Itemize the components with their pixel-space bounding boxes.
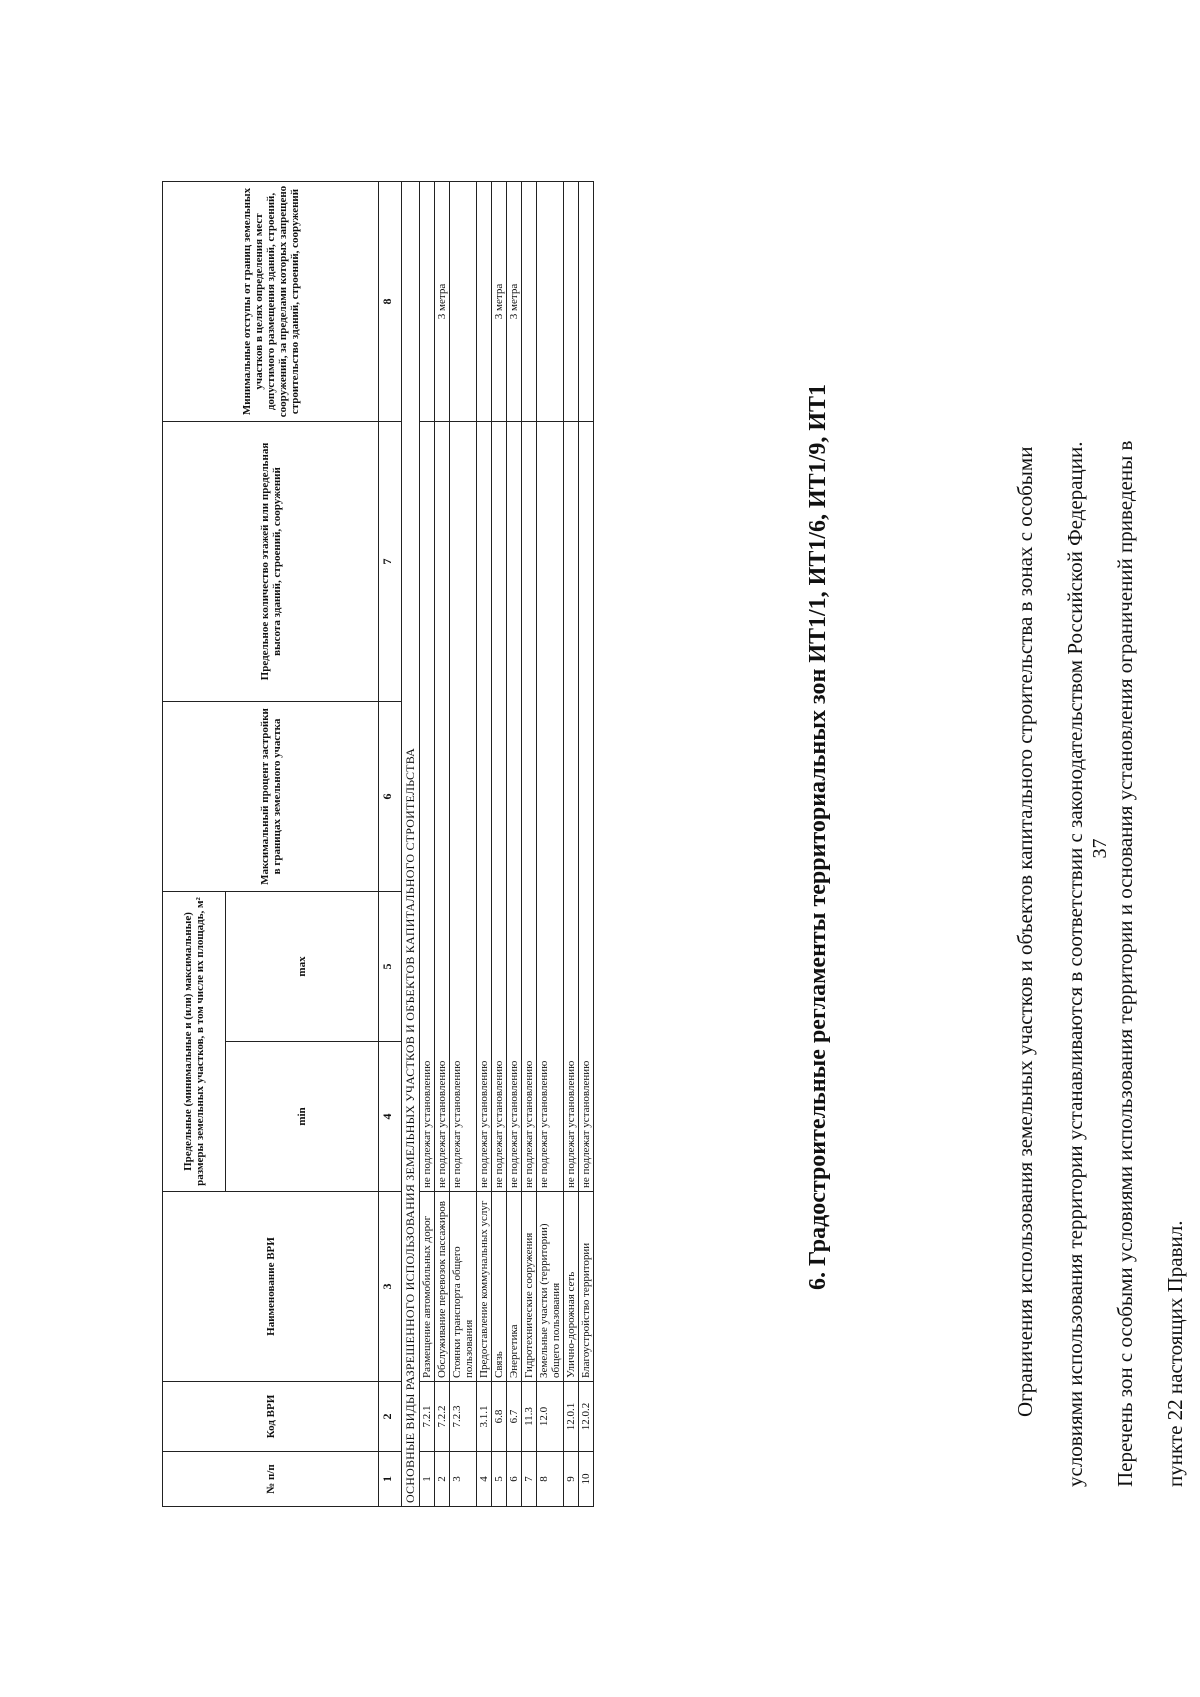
row-code: 6.8 [492, 1382, 507, 1452]
section-row [402, 182, 420, 1507]
paragraph-line: Ограничения использования земельных участков и объектов капитального строительства в зонах с особыми [1013, 446, 1037, 1417]
row-sizes: не подлежат установлению [477, 422, 492, 1192]
header-name: Наименование ВРИ [163, 1192, 379, 1382]
row-setback [420, 182, 435, 422]
row-name: Предоставление коммунальных услуг [477, 1192, 492, 1382]
row-code: 7.2.3 [450, 1382, 477, 1452]
row-name: Обслуживание перевозок пассажиров [435, 1192, 450, 1382]
row-name: Энергетика [507, 1192, 522, 1382]
paragraph-line: пункте 22 настоящих Правил. [1163, 1220, 1187, 1487]
row-setback: 3 метра [435, 182, 450, 422]
row-num: 5 [492, 1452, 507, 1507]
row-setback [522, 182, 537, 422]
table-row [492, 182, 507, 1507]
header-max: max [226, 892, 379, 1042]
row-setback [477, 182, 492, 422]
row-sizes: не подлежат установлению [450, 422, 477, 1192]
header-setback: Минимальные отступы от границ земельных участков в целях определения мест допустимого размещения зданий, строений, сооружений, за пределами которых запрещено строительство зданий, строений, сооружений [163, 182, 379, 422]
header-num: № п/п [163, 1452, 379, 1507]
regulations-table [162, 181, 594, 1507]
row-code: 12.0 [537, 1382, 564, 1452]
row-name: Благоустройство территории [579, 1192, 594, 1382]
row-num: 6 [507, 1452, 522, 1507]
row-code: 7.2.2 [435, 1382, 450, 1452]
table-row [507, 182, 522, 1507]
header-floors: Предельное количество этажей или предельная высота зданий, строений, сооружений [163, 422, 379, 702]
row-sizes: не подлежат установлению [564, 422, 579, 1192]
column-number: 7 [379, 422, 402, 702]
row-name: Улично-дорожная сеть [564, 1192, 579, 1382]
row-num: 4 [477, 1452, 492, 1507]
paragraph-line: Перечень зон с особыми условиями использования территории и основания установления ограничений приведены в [1113, 440, 1137, 1487]
column-number-row [379, 182, 402, 1507]
row-num: 8 [537, 1452, 564, 1507]
row-sizes: не подлежат установлению [507, 422, 522, 1192]
table-row [450, 182, 477, 1507]
row-name: Связь [492, 1192, 507, 1382]
row-code: 7.2.1 [420, 1382, 435, 1452]
row-num: 3 [450, 1452, 477, 1507]
row-sizes: не подлежат установлению [579, 422, 594, 1192]
row-sizes: не подлежат установлению [537, 422, 564, 1192]
header-percent: Максимальный процент застройки в границах земельного участка [163, 702, 379, 892]
page-number: 37 [1089, 838, 1111, 859]
row-code: 12.0.1 [564, 1382, 579, 1452]
row-code: 12.0.2 [579, 1382, 594, 1452]
section-heading: 6. Градостроительные регламенты территориальных зон ИТ1/1, ИТ1/6, ИТ1/9, ИТ1 [805, 383, 831, 1291]
row-sizes: не подлежат установлению [492, 422, 507, 1192]
row-sizes: не подлежат установлению [522, 422, 537, 1192]
header-row [163, 182, 226, 1507]
row-name: Земельные участки (территории) общего пользования [537, 1192, 564, 1382]
table-row [420, 182, 435, 1507]
row-num: 9 [564, 1452, 579, 1507]
header-code: Код ВРИ [163, 1382, 379, 1452]
row-name: Стоянки транспорта общего пользования [450, 1192, 477, 1382]
column-number: 6 [379, 702, 402, 892]
row-setback [450, 182, 477, 422]
row-num: 10 [579, 1452, 594, 1507]
paragraph-line: условиями использования территории устанавливаются в соответствии с законодательством Российской Федерации. [1063, 441, 1087, 1487]
section-title: ОСНОВНЫЕ ВИДЫ РАЗРЕШЕННОГО ИСПОЛЬЗОВАНИЯ ЗЕМЕЛЬНЫХ УЧАСТКОВ И ОБЪЕКТОВ КАПИТАЛЬНОГО СТРОИТЕЛЬСТВА [402, 182, 420, 1507]
row-sizes: не подлежат установлению [420, 422, 435, 1192]
column-number: 8 [379, 182, 402, 422]
column-number: 3 [379, 1192, 402, 1382]
table-row [435, 182, 450, 1507]
row-code: 6.7 [507, 1382, 522, 1452]
row-num: 2 [435, 1452, 450, 1507]
row-name: Гидротехнические сооружения [522, 1192, 537, 1382]
table-row [522, 182, 537, 1507]
paragraph-restrictions [1000, 157, 1200, 1487]
row-setback [537, 182, 564, 422]
row-setback: 3 метра [492, 182, 507, 422]
table-row [564, 182, 579, 1507]
table-row [477, 182, 492, 1507]
column-number: 1 [379, 1452, 402, 1507]
row-code: 3.1.1 [477, 1382, 492, 1452]
row-setback [564, 182, 579, 422]
column-number: 2 [379, 1382, 402, 1452]
column-number: 5 [379, 892, 402, 1042]
row-sizes: не подлежат установлению [435, 422, 450, 1192]
header-min: min [226, 1042, 379, 1192]
row-num: 7 [522, 1452, 537, 1507]
table-row [579, 182, 594, 1507]
row-code: 11.3 [522, 1382, 537, 1452]
header-sizes: Предельные (минимальные и (или) максимальные) размеры земельных участков, в том числе их площадь, м² [163, 892, 226, 1192]
row-setback: 3 метра [507, 182, 522, 422]
column-number: 4 [379, 1042, 402, 1192]
row-name: Размещение автомобильных дорог [420, 1192, 435, 1382]
row-setback [579, 182, 594, 422]
table-row [537, 182, 564, 1507]
row-num: 1 [420, 1452, 435, 1507]
